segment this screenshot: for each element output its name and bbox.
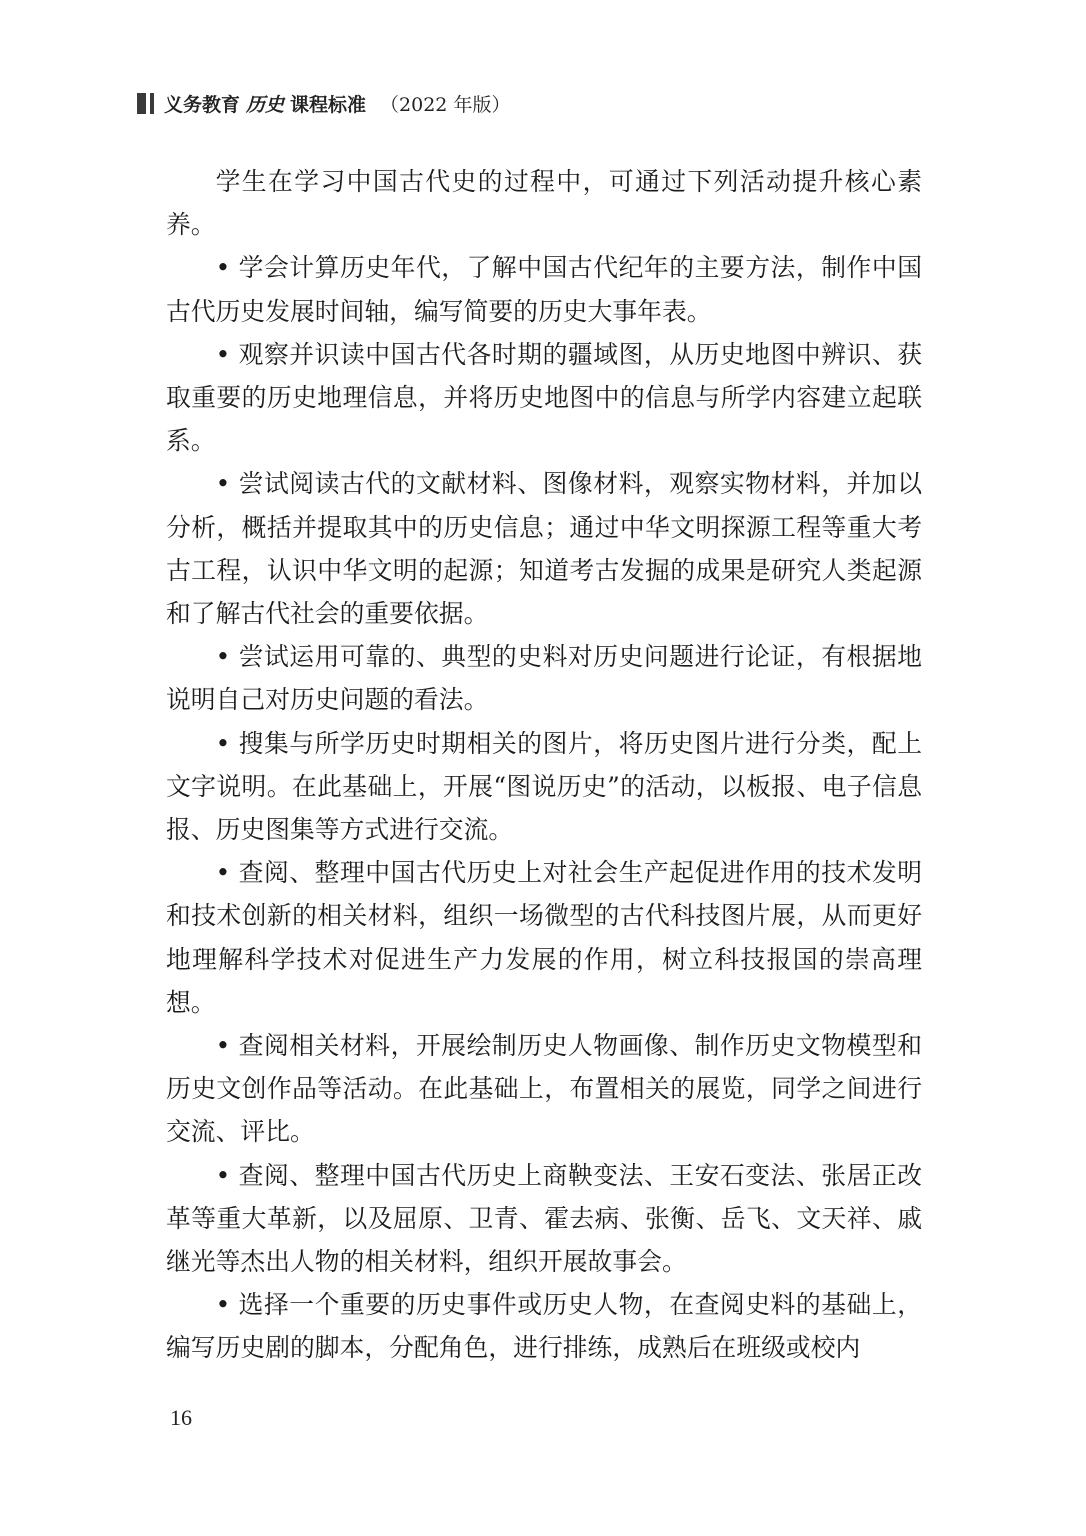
header-prefix: 义务教育 — [164, 93, 241, 116]
header-bar-marker-icon — [137, 93, 154, 114]
activity-item: • 观察并识读中国古代各时期的疆域图，从历史地图中辨识、获取重要的历史地理信息，并将历史地图中的信息与所学内容建立起联系。 — [166, 339, 922, 456]
body-text — [166, 160, 922, 1370]
header-suffix: 课程标准 — [290, 93, 367, 116]
activity-item: • 尝试阅读古代的文献材料、图像材料，观察实物材料，并加以分析，概括并提取其中的历史信息；通过中华文明探源工程等重大考古工程，认识中华文明的起源；知道考古发掘的成果是研究人类起源和了解古代社会的重要依据。 — [166, 469, 922, 629]
intro-paragraph: 学生在学习中国古代史的过程中，可通过下列活动提升核心素养。 — [166, 167, 922, 240]
activity-item: • 学会计算历史年代，了解中国古代纪年的主要方法，制作中国古代历史发展时间轴，编写简要的历史大事年表。 — [166, 253, 922, 326]
running-header — [137, 90, 510, 116]
activity-item: • 选择一个重要的历史事件或历史人物，在查阅史料的基础上，编写历史剧的脚本，分配角色，进行排练，成熟后在班级或校内 — [166, 1290, 922, 1363]
activity-item: • 搜集与所学历史时期相关的图片，将历史图片进行分类，配上文字说明。在此基础上，开展“图说历史”的活动，以板报、电子信息报、历史图集等方式进行交流。 — [166, 728, 922, 845]
activity-item: • 查阅相关材料，开展绘制历史人物画像、制作历史文物模型和历史文创作品等活动。在此基础上，布置相关的展览，同学之间进行交流、评比。 — [166, 1031, 922, 1147]
page-number: 16 — [170, 1405, 192, 1430]
header-edition: （2022 年版） — [380, 93, 511, 116]
header-subject: 历史 — [246, 93, 285, 116]
activity-item: • 尝试运用可靠的、典型的史料对历史问题进行论证，有根据地说明自己对历史问题的看法。 — [166, 642, 922, 715]
activity-item: • 查阅、整理中国古代历史上对社会生产起促进作用的技术发明和技术创新的相关材料，组织一场微型的古代科技图片展，从而更好地理解科学技术对促进生产力发展的作用，树立科技报国的崇高理想。 — [166, 858, 922, 1017]
activity-item: • 查阅、整理中国古代历史上商鞅变法、王安石变法、张居正改革等重大革新，以及屈原、卫青、霍去病、张衡、岳飞、文天祥、戚继光等杰出人物的相关材料，组织开展故事会。 — [166, 1160, 922, 1277]
